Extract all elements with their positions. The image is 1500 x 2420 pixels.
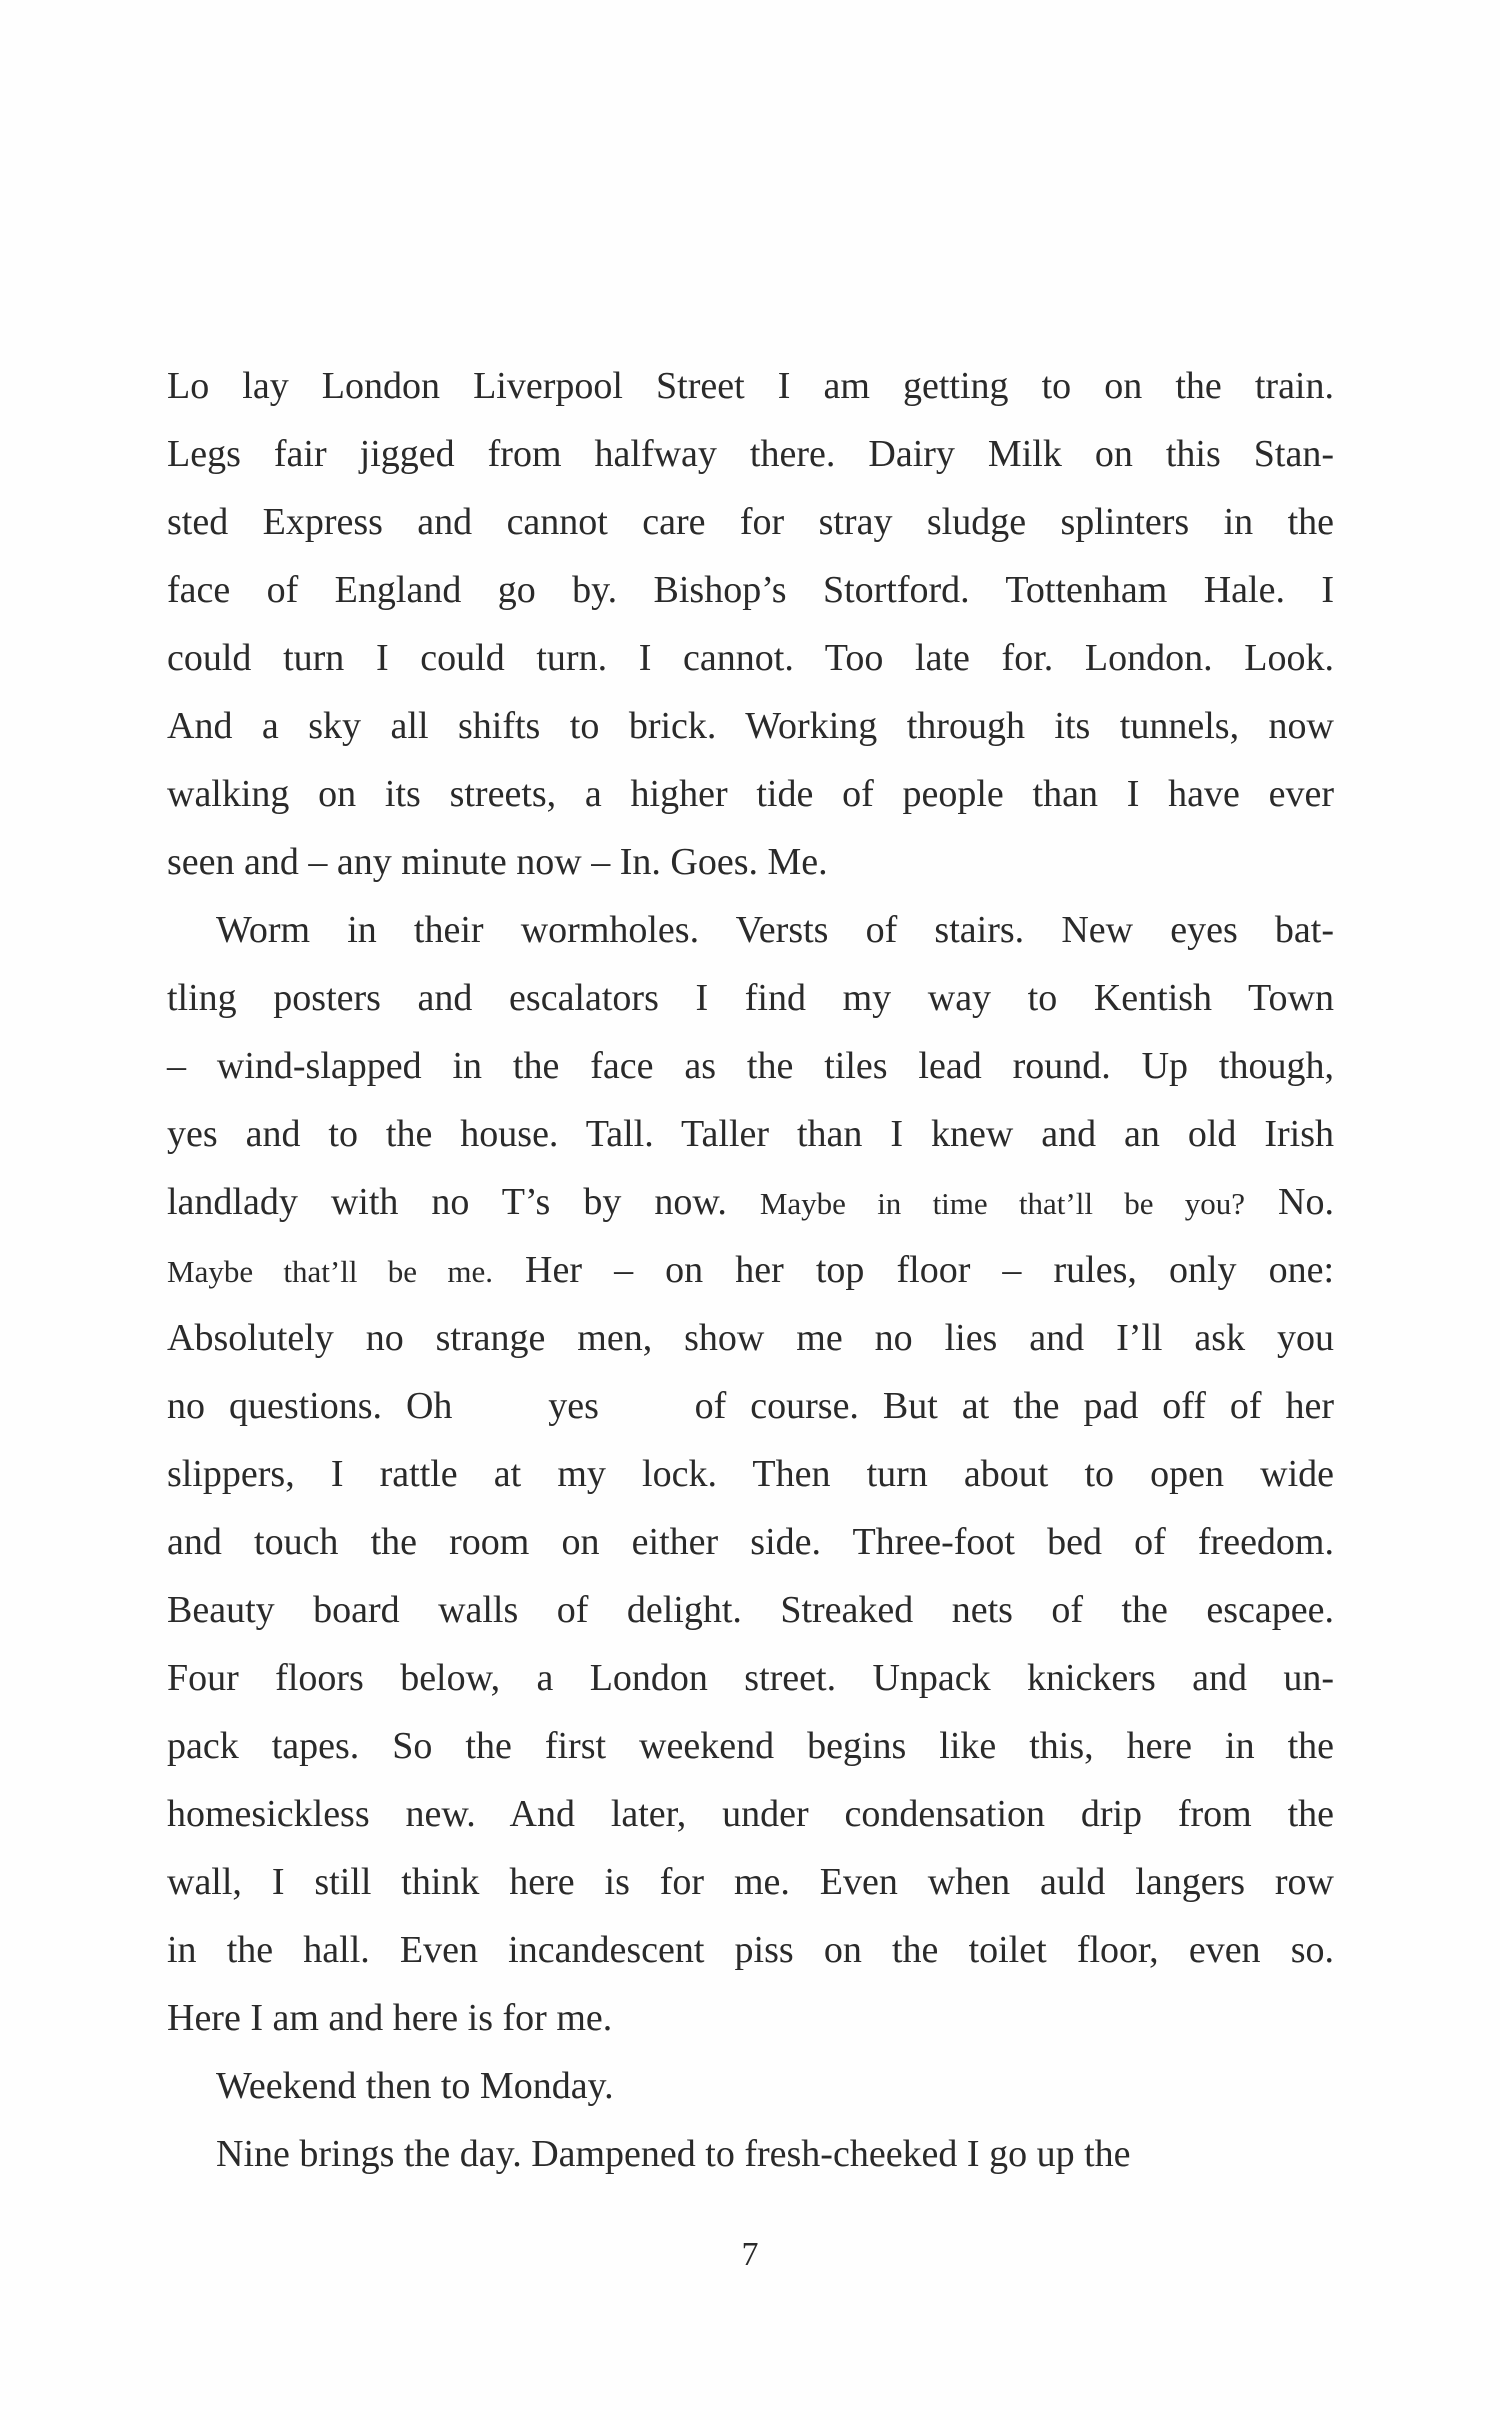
page-number: 7: [741, 2236, 759, 2273]
text-segment: Her – on her top floor – rules, only one:: [492, 1249, 1334, 1291]
text-line: and touch the room on either side. Three-foot bed of freedom.: [167, 1521, 1334, 1563]
text-segment: No.: [1245, 1181, 1334, 1223]
text-line: sted Express and cannot care for stray sludge splinters in the: [167, 501, 1334, 543]
text-line: in the hall. Even incandescent piss on the toilet floor, even so.: [167, 1929, 1334, 1971]
text-line: Legs fair jigged from halfway there. Dairy Milk on this Stan-: [167, 433, 1334, 475]
text-line: yes and to the house. Tall. Taller than I knew and an old Irish: [167, 1113, 1334, 1155]
text-line: slippers, I rattle at my lock. Then turn about to open wide: [167, 1453, 1334, 1495]
text-line: Worm in their wormholes. Versts of stairs. New eyes bat-: [216, 909, 1334, 951]
text-line: [167, 1236, 1334, 1304]
paragraph: [167, 2120, 1334, 2188]
paragraph: [167, 896, 1334, 2052]
text-line: Absolutely no strange men, show me no lies and I’ll ask you: [167, 1317, 1334, 1359]
text-line: – wind-slapped in the face as the tiles lead round. Up though,: [167, 1045, 1334, 1087]
page-body-text: [167, 352, 1334, 2188]
text-line: could turn I could turn. I cannot. Too late for. London. Look.: [167, 637, 1334, 679]
text-line: Here I am and here is for me.: [167, 1997, 613, 2039]
text-line: [167, 1168, 1334, 1236]
paragraph: [167, 2052, 1334, 2120]
text-line: homesickless new. And later, under condensation drip from the: [167, 1793, 1334, 1835]
text-line: And a sky all shifts to brick. Working through its tunnels, now: [167, 705, 1334, 747]
text-line: wall, I still think here is for me. Even when auld langers row: [167, 1861, 1334, 1903]
text-line: no questions. Oh yes of course. But at the pad off of her: [167, 1385, 1334, 1427]
text-line: seen and – any minute now – In. Goes. Me.: [167, 841, 828, 883]
paragraph: [167, 352, 1334, 896]
small-caps-text: Maybe in time that’ll be you?: [759, 1186, 1246, 1221]
text-line: Weekend then to Monday.: [216, 2065, 614, 2107]
text-line: Nine brings the day. Dampened to fresh-cheeked I go up the: [216, 2133, 1131, 2175]
text-segment: landlady with no T’s by now.: [167, 1181, 760, 1223]
text-line: walking on its streets, a higher tide of people than I have ever: [167, 773, 1334, 815]
text-line: Four floors below, a London street. Unpack knickers and un-: [167, 1657, 1334, 1699]
text-line: Lo lay London Liverpool Street I am getting to on the train.: [167, 365, 1334, 407]
text-line: Beauty board walls of delight. Streaked nets of the escapee.: [167, 1589, 1334, 1631]
text-line: face of England go by. Bishop’s Stortford. Tottenham Hale. I: [167, 569, 1334, 611]
small-caps-text: Maybe that’ll be me.: [167, 1254, 493, 1289]
text-line: pack tapes. So the first weekend begins like this, here in the: [167, 1725, 1334, 1767]
text-line: tling posters and escalators I find my way to Kentish Town: [167, 977, 1334, 1019]
